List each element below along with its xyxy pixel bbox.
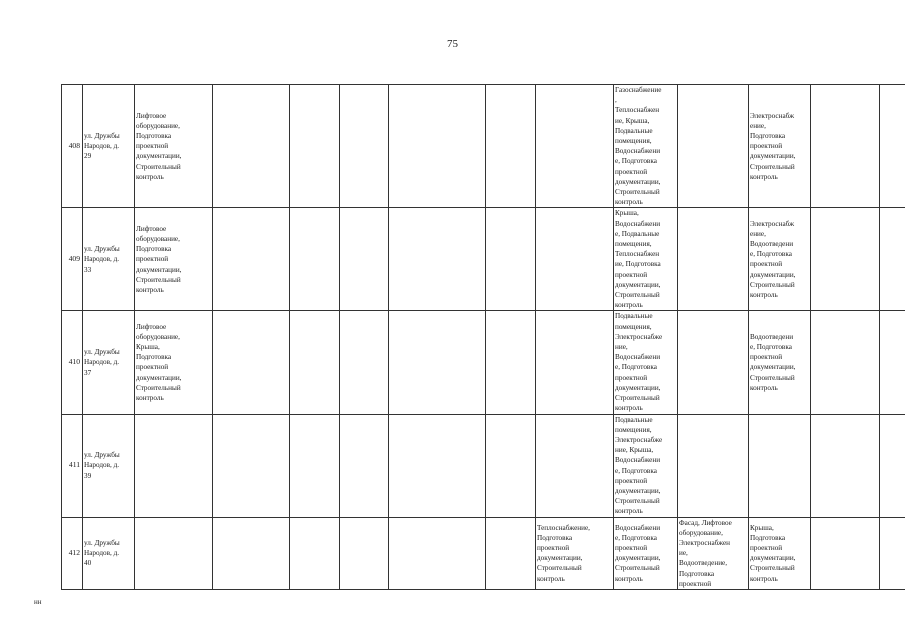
empty-cell	[389, 517, 486, 589]
works-cell: Подвальные помещения, Электроснабже ние, Крыша, Водоснабжени е, Подготовка проектной документации, Строительный контроль	[614, 414, 678, 517]
works-cell: Лифтовое оборудование, Подготовка проектной документации, Строительный контроль	[135, 85, 213, 208]
works-cell: Крыша, Подготовка проектной документации, Строительный контроль	[749, 517, 811, 589]
empty-cell	[389, 414, 486, 517]
table-row	[62, 311, 905, 414]
row-number: 409	[62, 208, 83, 311]
empty-cell	[811, 311, 880, 414]
works-cell	[135, 517, 213, 589]
row-number: 411	[62, 414, 83, 517]
empty-cell	[880, 414, 905, 517]
empty-cell	[486, 208, 536, 311]
row-number: 408	[62, 85, 83, 208]
address-cell: ул. Дружбы Народов, д. 37	[83, 311, 135, 414]
works-cell: Водоснабжени е, Подготовка проектной документации, Строительный контроль	[614, 517, 678, 589]
works-cell: Водоотведени е, Подготовка проектной документации, Строительный контроль	[749, 311, 811, 414]
works-cell	[536, 414, 614, 517]
empty-cell	[213, 414, 290, 517]
empty-cell	[486, 85, 536, 208]
works-cell: Газоснабжение , Теплоснабжен ие, Крыша, Подвальные помещения, Водоснабжени е, Подготовка проектной документации, Строительный контроль	[614, 85, 678, 208]
empty-cell	[340, 414, 389, 517]
empty-cell	[811, 208, 880, 311]
empty-cell	[213, 85, 290, 208]
works-cell: Подвальные помещения, Электроснабже ние, Водоснабжени е, Подготовка проектной документации, Строительный контроль	[614, 311, 678, 414]
works-cell	[678, 311, 749, 414]
works-cell	[678, 85, 749, 208]
works-cell: Электроснабж ение, Подготовка проектной документации, Строительный контроль	[749, 85, 811, 208]
empty-cell	[290, 208, 340, 311]
empty-cell	[389, 85, 486, 208]
empty-cell	[213, 517, 290, 589]
empty-cell	[213, 208, 290, 311]
empty-cell	[811, 85, 880, 208]
empty-cell	[340, 311, 389, 414]
works-cell	[678, 208, 749, 311]
works-cell	[678, 414, 749, 517]
address-cell: ул. Дружбы Народов, д. 40	[83, 517, 135, 589]
buildings-table	[61, 84, 905, 590]
works-cell: Лифтовое оборудование, Крыша, Подготовка проектной документации, Строительный контроль	[135, 311, 213, 414]
empty-cell	[290, 517, 340, 589]
row-number: 412	[62, 517, 83, 589]
works-cell: Электроснабж ение, Водоотведени е, Подготовка проектной документации, Строительный контроль	[749, 208, 811, 311]
works-cell: Лифтовое оборудование, Подготовка проектной документации, Строительный контроль	[135, 208, 213, 311]
footer-mark: нн	[34, 598, 42, 606]
empty-cell	[340, 208, 389, 311]
address-cell: ул. Дружбы Народов, д. 39	[83, 414, 135, 517]
empty-cell	[486, 414, 536, 517]
page-number: 75	[447, 38, 458, 50]
empty-cell	[340, 85, 389, 208]
works-cell: Фасад, Лифтовое оборудование, Электроснабжен ие, Водоотведение, Подготовка проектной	[678, 517, 749, 589]
empty-cell	[486, 311, 536, 414]
works-cell	[135, 414, 213, 517]
empty-cell	[290, 311, 340, 414]
empty-cell	[811, 517, 880, 589]
empty-cell	[340, 517, 389, 589]
table-row	[62, 414, 905, 517]
empty-cell	[880, 311, 905, 414]
empty-cell	[486, 517, 536, 589]
empty-cell	[290, 414, 340, 517]
row-number: 410	[62, 311, 83, 414]
empty-cell	[290, 85, 340, 208]
address-cell: ул. Дружбы Народов, д. 29	[83, 85, 135, 208]
empty-cell	[880, 85, 905, 208]
table-row	[62, 85, 905, 208]
table-row	[62, 208, 905, 311]
works-cell	[749, 414, 811, 517]
works-cell	[536, 85, 614, 208]
works-cell	[536, 311, 614, 414]
empty-cell	[880, 208, 905, 311]
empty-cell	[880, 517, 905, 589]
works-cell: Крыша, Водоснабжени е, Подвальные помещения, Теплоснабжен ие, Подготовка проектной документации, Строительный контроль	[614, 208, 678, 311]
empty-cell	[389, 208, 486, 311]
works-cell	[536, 208, 614, 311]
works-cell: Теплоснабжение, Подготовка проектной документации, Строительный контроль	[536, 517, 614, 589]
empty-cell	[389, 311, 486, 414]
address-cell: ул. Дружбы Народов, д. 33	[83, 208, 135, 311]
table-row	[62, 517, 905, 589]
empty-cell	[811, 414, 880, 517]
empty-cell	[213, 311, 290, 414]
